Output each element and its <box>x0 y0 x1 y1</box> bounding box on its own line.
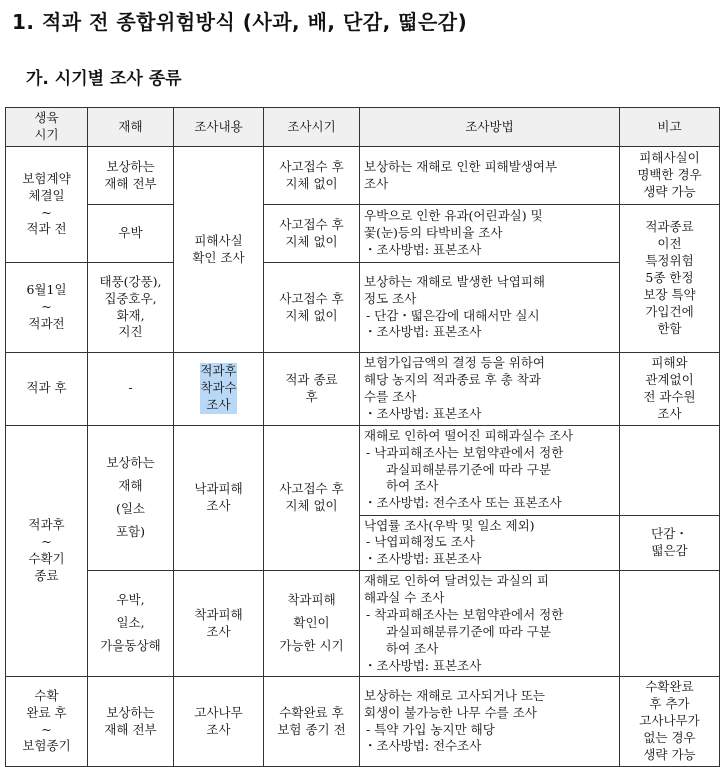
note-cell: 피해사실이 명백한 경우 생략 가능 <box>620 147 720 205</box>
table-row <box>6 425 720 515</box>
timing-cell: 사고접수 후 지체 없이 <box>264 205 360 263</box>
period-cell: 6월1일 ~ 적과전 <box>6 263 88 353</box>
period-cell: 적과후 ~ 수확기 종료 <box>6 425 88 677</box>
disaster-cell: 보상하는 재해 전부 <box>88 147 174 205</box>
timing-cell: 적과 종료 후 <box>264 353 360 426</box>
method-cell: 보상하는 재해로 발생한 낙엽피해 정도 조사 - 단감・떫은감에 대해서만 실시 ・조사방법: 표본조사 <box>360 263 620 353</box>
table-row <box>6 353 720 426</box>
timing-cell: 착과피해 확인이 가능한 시기 <box>264 571 360 677</box>
header-disaster: 재해 <box>88 108 174 147</box>
survey-table <box>5 107 720 767</box>
table-row <box>6 677 720 766</box>
method-cell: 보상하는 재해로 고사되거나 또는 회생이 불가능한 나무 수를 조사 - 특약 가입 농지만 해당 ・조사방법: 전수조사 <box>360 677 620 766</box>
disaster-cell: - <box>88 353 174 426</box>
disaster-cell: 태풍(강풍), 집중호우, 화재, 지진 <box>88 263 174 353</box>
content-cell: 피해사실 확인 조사 <box>174 147 264 353</box>
period-cell: 적과 후 <box>6 353 88 426</box>
note-cell: 적과종료 이전 특정위험 5종 한정 보장 특약 가입건에 한함 <box>620 205 720 353</box>
highlighted-text: 적과후 착과수 조사 <box>200 363 237 413</box>
table-row <box>6 571 720 677</box>
note-cell: 수확완료 후 추가 고사나무가 없는 경우 생략 가능 <box>620 677 720 766</box>
method-cell: 보상하는 재해로 인한 피해발생여부 조사 <box>360 147 620 205</box>
method-cell: 재해로 인하여 떨어진 피해과실수 조사 - 낙과피해조사는 보험약관에서 정한 과실피해분류기준에 따라 구분 하여 조사 ・조사방법: 전수조사 또는 표본조사 <box>360 425 620 515</box>
content-cell <box>174 353 264 426</box>
content-cell: 낙과피해 조사 <box>174 425 264 571</box>
header-period: 생육 시기 <box>6 108 88 147</box>
method-cell: 낙엽률 조사(우박 및 일소 제외) - 낙엽피해정도 조사 ・조사방법: 표본조사 <box>360 515 620 571</box>
disaster-cell: 보상하는 재해 전부 <box>88 677 174 766</box>
method-cell: 보험가입금액의 결정 등을 위하여 해당 농지의 적과종료 후 총 착과 수를 조사 ・조사방법: 표본조사 <box>360 353 620 426</box>
period-cell: 수확 완료 후 ~ 보험종기 <box>6 677 88 766</box>
header-note: 비고 <box>620 108 720 147</box>
table-row <box>6 205 720 263</box>
header-method: 조사방법 <box>360 108 620 147</box>
note-cell: 피해와 관계없이 전 과수원 조사 <box>620 353 720 426</box>
note-cell <box>620 571 720 677</box>
timing-cell: 수확완료 후 보험 종기 전 <box>264 677 360 766</box>
timing-cell: 사고접수 후 지체 없이 <box>264 425 360 571</box>
period-cell: 보험계약 체결일 ~ 적과 전 <box>6 147 88 263</box>
header-row <box>6 108 720 147</box>
timing-cell: 사고접수 후 지체 없이 <box>264 147 360 205</box>
table-row <box>6 147 720 205</box>
disaster-cell: 우박, 일소, 가을동상해 <box>88 571 174 677</box>
method-cell: 우박으로 인한 유과(어린과실) 및 꽃(눈)등의 타박비율 조사 ・조사방법: 표본조사 <box>360 205 620 263</box>
header-timing: 조사시기 <box>264 108 360 147</box>
table-row <box>6 263 720 353</box>
timing-cell: 사고접수 후 지체 없이 <box>264 263 360 353</box>
note-cell <box>620 425 720 515</box>
content-cell: 고사나무 조사 <box>174 677 264 766</box>
disaster-cell: 우박 <box>88 205 174 263</box>
note-cell: 단감・ 떫은감 <box>620 515 720 571</box>
content-cell: 착과피해 조사 <box>174 571 264 677</box>
method-cell: 재해로 인하여 달려있는 과실의 피 해과실 수 조사 - 착과피해조사는 보험약관에서 정한 과실피해분류기준에 따라 구분 하여 조사 ・조사방법: 표본조사 <box>360 571 620 677</box>
disaster-cell: 보상하는 재해 (일소 포함) <box>88 425 174 571</box>
section-title: 1. 적과 전 종합위험방식 (사과, 배, 단감, 떫은감) <box>12 10 468 34</box>
subsection-title: 가. 시기별 조사 종류 <box>26 69 182 89</box>
header-content: 조사내용 <box>174 108 264 147</box>
